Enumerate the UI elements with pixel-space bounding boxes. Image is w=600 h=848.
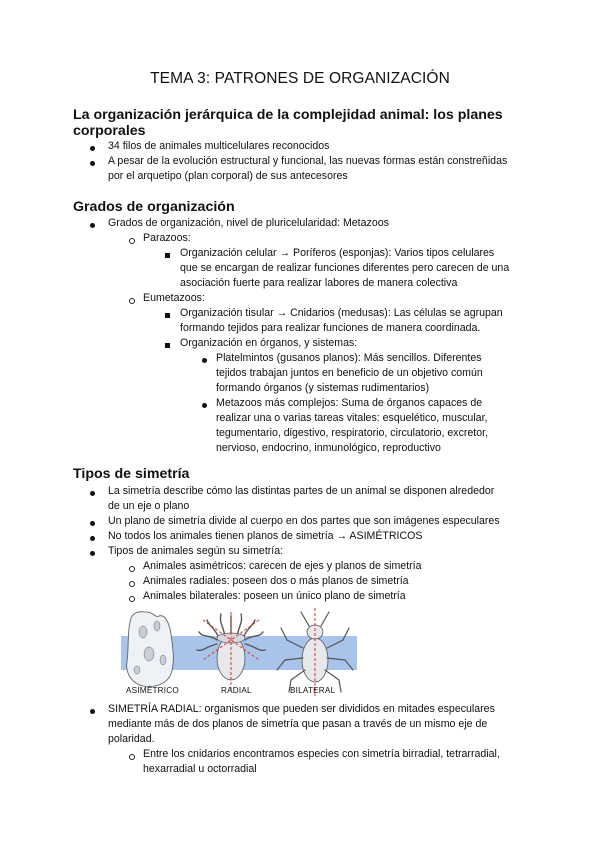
list-item: Animales bilaterales: poseen un único plano de simetría [143, 590, 406, 602]
list-item-cont: realizar una o varias tareas vitales: esquelético, muscular, [216, 412, 488, 424]
list-item: Tipos de animales según su simetría: [108, 545, 284, 557]
bullet-dot [90, 491, 95, 496]
bullet-circle [129, 298, 135, 304]
bullet-square [165, 343, 170, 348]
bullet-circle [129, 566, 135, 572]
bullet-dot [90, 709, 95, 714]
bullet-circle [129, 596, 135, 602]
list-item-cont: mediante más de dos planos de simetría que pasan a través de un mismo eje de [108, 718, 488, 730]
page-title: TEMA 3: PATRONES DE ORGANIZACIÓN [150, 70, 450, 87]
list-item: Metazoos más complejos: Suma de órganos capaces de [216, 397, 483, 409]
list-item: La simetría describe cómo las distintas partes de un animal se disponen alrededor [108, 485, 495, 497]
list-item-cont: tegumentario, digestivo, respiratorio, circulatorio, excretor, [216, 427, 489, 439]
list-item: Animales asimétricos: carecen de ejes y planos de simetría [143, 560, 422, 572]
list-item: Un plano de simetría divide al cuerpo en dos partes que son imágenes especulares [108, 515, 500, 527]
list-item: A pesar de la evolución estructural y funcional, las nuevas formas están constreñidas [108, 155, 508, 167]
section-heading-planes-cont: corporales [73, 123, 146, 139]
bullet-circle [129, 581, 135, 587]
section-heading-simetria: Tipos de simetría [73, 466, 190, 482]
bullet-dot [90, 146, 95, 151]
list-item: Organización en órganos, y sistemas: [180, 337, 358, 349]
bullet-dot [90, 223, 95, 228]
section-heading-grados: Grados de organización [73, 199, 235, 215]
list-item: SIMETRÍA RADIAL: organismos que pueden ser divididos en mitades especulares [108, 703, 495, 715]
list-item-cont: asociación fuerte para realizar labores de manera colectiva [180, 277, 458, 289]
list-item: Entre los cnidarios encontramos especies con simetría birradial, tetrarradial, [143, 748, 500, 760]
list-item: Organización celular → Poríferos (esponjas): Varios tipos celulares [180, 247, 495, 259]
bullet-dot [90, 521, 95, 526]
bullet-dot [90, 551, 95, 556]
bullet-dot [90, 536, 95, 541]
list-item: Animales radiales: poseen dos o más planos de simetría [143, 575, 409, 587]
list-item-cont: polaridad. [108, 733, 155, 745]
bullet-square [165, 253, 170, 258]
list-item: 34 filos de animales multicelulares reconocidos [108, 140, 330, 152]
bullet-dot [202, 403, 207, 408]
list-item: Platelmintos (gusanos planos): Más sencillos. Diferentes [216, 352, 482, 364]
list-item-cont: de un eje o plano [108, 500, 190, 512]
bullet-dot [202, 358, 207, 363]
list-item-cont: tejidos trabajan juntos en beneficio de un objetivo común [216, 367, 483, 379]
list-item: Grados de organización, nivel de pluricelularidad: Metazoos [108, 217, 389, 229]
list-item-cont: formando tejidos para realizar funciones de manera coordinada. [180, 322, 481, 334]
bullet-square [165, 313, 170, 318]
list-item-cont: que se encargan de realizar funciones diferentes pero carecen de una [180, 262, 510, 274]
list-item: No todos los animales tienen planos de simetría → ASIMÉTRICOS [108, 530, 423, 542]
list-item-cont: por el arquetipo (plan corporal) de sus antecesores [108, 170, 348, 182]
list-item-cont: formando órganos (y sistemas rudimentarios) [216, 382, 430, 394]
list-item-cont: hexarradial u octorradial [143, 763, 257, 775]
list-item: Eumetazoos: [143, 292, 205, 304]
figure-label-asymmetric: ASIMÉTRICO [126, 686, 179, 695]
figure-label-radial: RADIAL [221, 686, 252, 695]
bullet-dot [90, 161, 95, 166]
bullet-circle [129, 754, 135, 760]
bullet-circle [129, 238, 135, 244]
list-item-cont: nervioso, endocrino, inmunológico, reproductivo [216, 442, 441, 454]
figure-label-bilateral: BILATERAL [290, 686, 336, 695]
section-heading-planes: La organización jerárquica de la complejidad animal: los planes [73, 107, 503, 123]
sponge-illustration [127, 612, 174, 687]
list-item: Parazoos: [143, 232, 191, 244]
list-item: Organización tisular → Cnidarios (medusas): Las células se agrupan [180, 307, 503, 319]
